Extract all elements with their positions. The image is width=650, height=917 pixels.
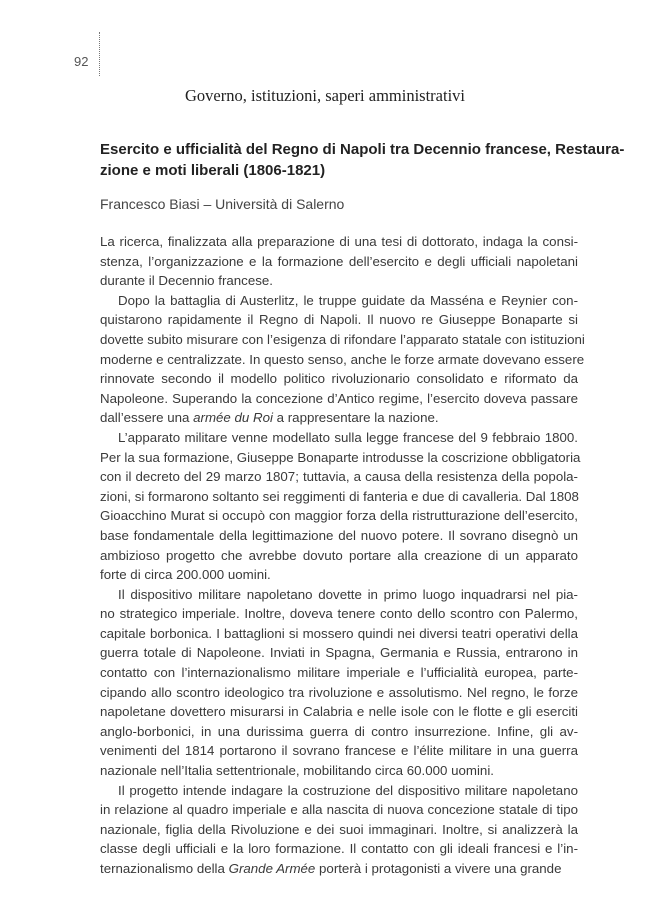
body-line: anglo-borbonici, in una durissima guerra di contro insurrezione. Infine, gli av- <box>100 723 578 739</box>
body-line: guerra totale di Napoleone. Inviati in Spagna, Germania e Russia, entrarono in <box>100 645 578 661</box>
body-line: Il dispositivo militare napoletano dovette in primo luogo inquadrarsi nel pia- <box>118 586 578 602</box>
article-title <box>100 139 625 181</box>
body-line: napoletane dovettero misurarsi in Calabria e nelle isole con le flotte e gli eserciti <box>100 704 578 720</box>
title-line: zione e moti liberali (1806-1821) <box>100 162 326 179</box>
body-line: in relazione al quadro imperiale e alla nascita di nuova concezione statale di tipo <box>100 802 578 818</box>
body-line: ternazionalismo della Grande Armée porterà i protagonisti a vivere una grande <box>100 861 562 876</box>
body-line: venimenti del 1814 portarono il sovrano francese e l’élite militare in una guerra <box>100 743 578 759</box>
body-paragraph <box>100 781 578 879</box>
body-line: forte di circa 200.000 uomini. <box>100 567 271 583</box>
article-body <box>100 232 585 879</box>
body-line: classe degli ufficiali e la loro formazione. Il contatto con gli ideali francesi e l’in- <box>100 841 578 857</box>
body-line: capitale borbonica. I battaglioni si mossero quindi nei diversi teatri operativi della <box>100 625 578 641</box>
body-paragraph <box>100 428 581 585</box>
body-line: ambizioso progetto che avrebbe dovuto portare alla creazione di un apparato <box>100 547 578 563</box>
body-line: nazionale nell’Italia settentrionale, mobilitando circa 60.000 uomini. <box>100 763 494 779</box>
body-line: dall’essere una armée du Roi a rappresentare la nazione. <box>100 410 439 426</box>
body-line: L’apparato militare venne modellato sulla legge francese del 9 febbraio 1800. <box>118 429 578 445</box>
body-line: Napoleone. Superando la concezione d’Antico regime, l’esercito doveva passare <box>100 390 578 406</box>
body-line: dovette subito misurare con l’esigenza di rifondare l’apparato statale con istituzioni <box>100 331 585 347</box>
body-line: moderne e centralizzate. In questo senso, anche le forze armate dovevano essere <box>100 351 585 367</box>
body-line: stenza, l’organizzazione e la formazione dell’esercito e degli ufficiali napoletani <box>100 253 578 269</box>
body-line: quistarono rapidamente il Regno di Napoli. Il nuovo re Giuseppe Bonaparte si <box>100 312 578 328</box>
italic-term: armée du Roi <box>193 410 273 426</box>
margin-dotted-rule <box>99 32 100 76</box>
body-line: Dopo la battaglia di Austerlitz, le truppe guidate da Masséna e Reynier con- <box>118 292 578 308</box>
body-line: contatto con l’internazionalismo militare imperiale e l’ufficialità europea, parte- <box>100 665 578 681</box>
body-paragraph <box>100 232 578 291</box>
body-line: no strategico imperiale. Inoltre, doveva tenere conto dello scontro con Palermo, <box>100 606 578 622</box>
body-line: Per la sua formazione, Giuseppe Bonaparte introdusse la coscrizione obbligatoria <box>100 449 581 465</box>
body-line: La ricerca, finalizzata alla preparazione di una tesi di dottorato, indaga la consi- <box>100 234 578 249</box>
running-header: Governo, istituzioni, saperi amministrativi <box>185 86 465 105</box>
title-line: Esercito e ufficialità del Regno di Napoli tra Decennio francese, Restaura- <box>100 141 625 158</box>
body-paragraph <box>100 291 585 428</box>
italic-term: Grande Armée <box>228 861 316 876</box>
body-line: durante il Decennio francese. <box>100 273 273 289</box>
body-line: Gioacchino Murat si occupò con maggior forza della ristrutturazione dell’esercito, <box>100 508 578 524</box>
body-line: con il decreto del 29 marzo 1807; tuttavia, a causa della resistenza della popola- <box>100 469 578 485</box>
body-paragraph <box>100 585 578 781</box>
author-line: Francesco Biasi – Università di Salerno <box>100 196 345 212</box>
body-line: cipando allo scontro ideologico tra rivoluzione e assolutismo. Nel regno, le forze <box>100 684 578 700</box>
body-line: base fondamentale della legittimazione del nuovo potere. Il sovrano disegnò un <box>100 527 578 543</box>
body-line: rinnovate secondo il modello politico rivoluzionario consolidato e riformato da <box>100 371 578 387</box>
body-line: zioni, si formarono soltanto sei reggimenti di fanteria e due di cavalleria. Dal 1808 <box>100 488 579 504</box>
page-number: 92 <box>74 54 89 69</box>
body-line: Il progetto intende indagare la costruzione del dispositivo militare napoletano <box>118 782 578 798</box>
body-line: nazionale, figlia della Rivoluzione e dei suoi immaginari. Inoltre, si analizzerà la <box>100 821 578 837</box>
